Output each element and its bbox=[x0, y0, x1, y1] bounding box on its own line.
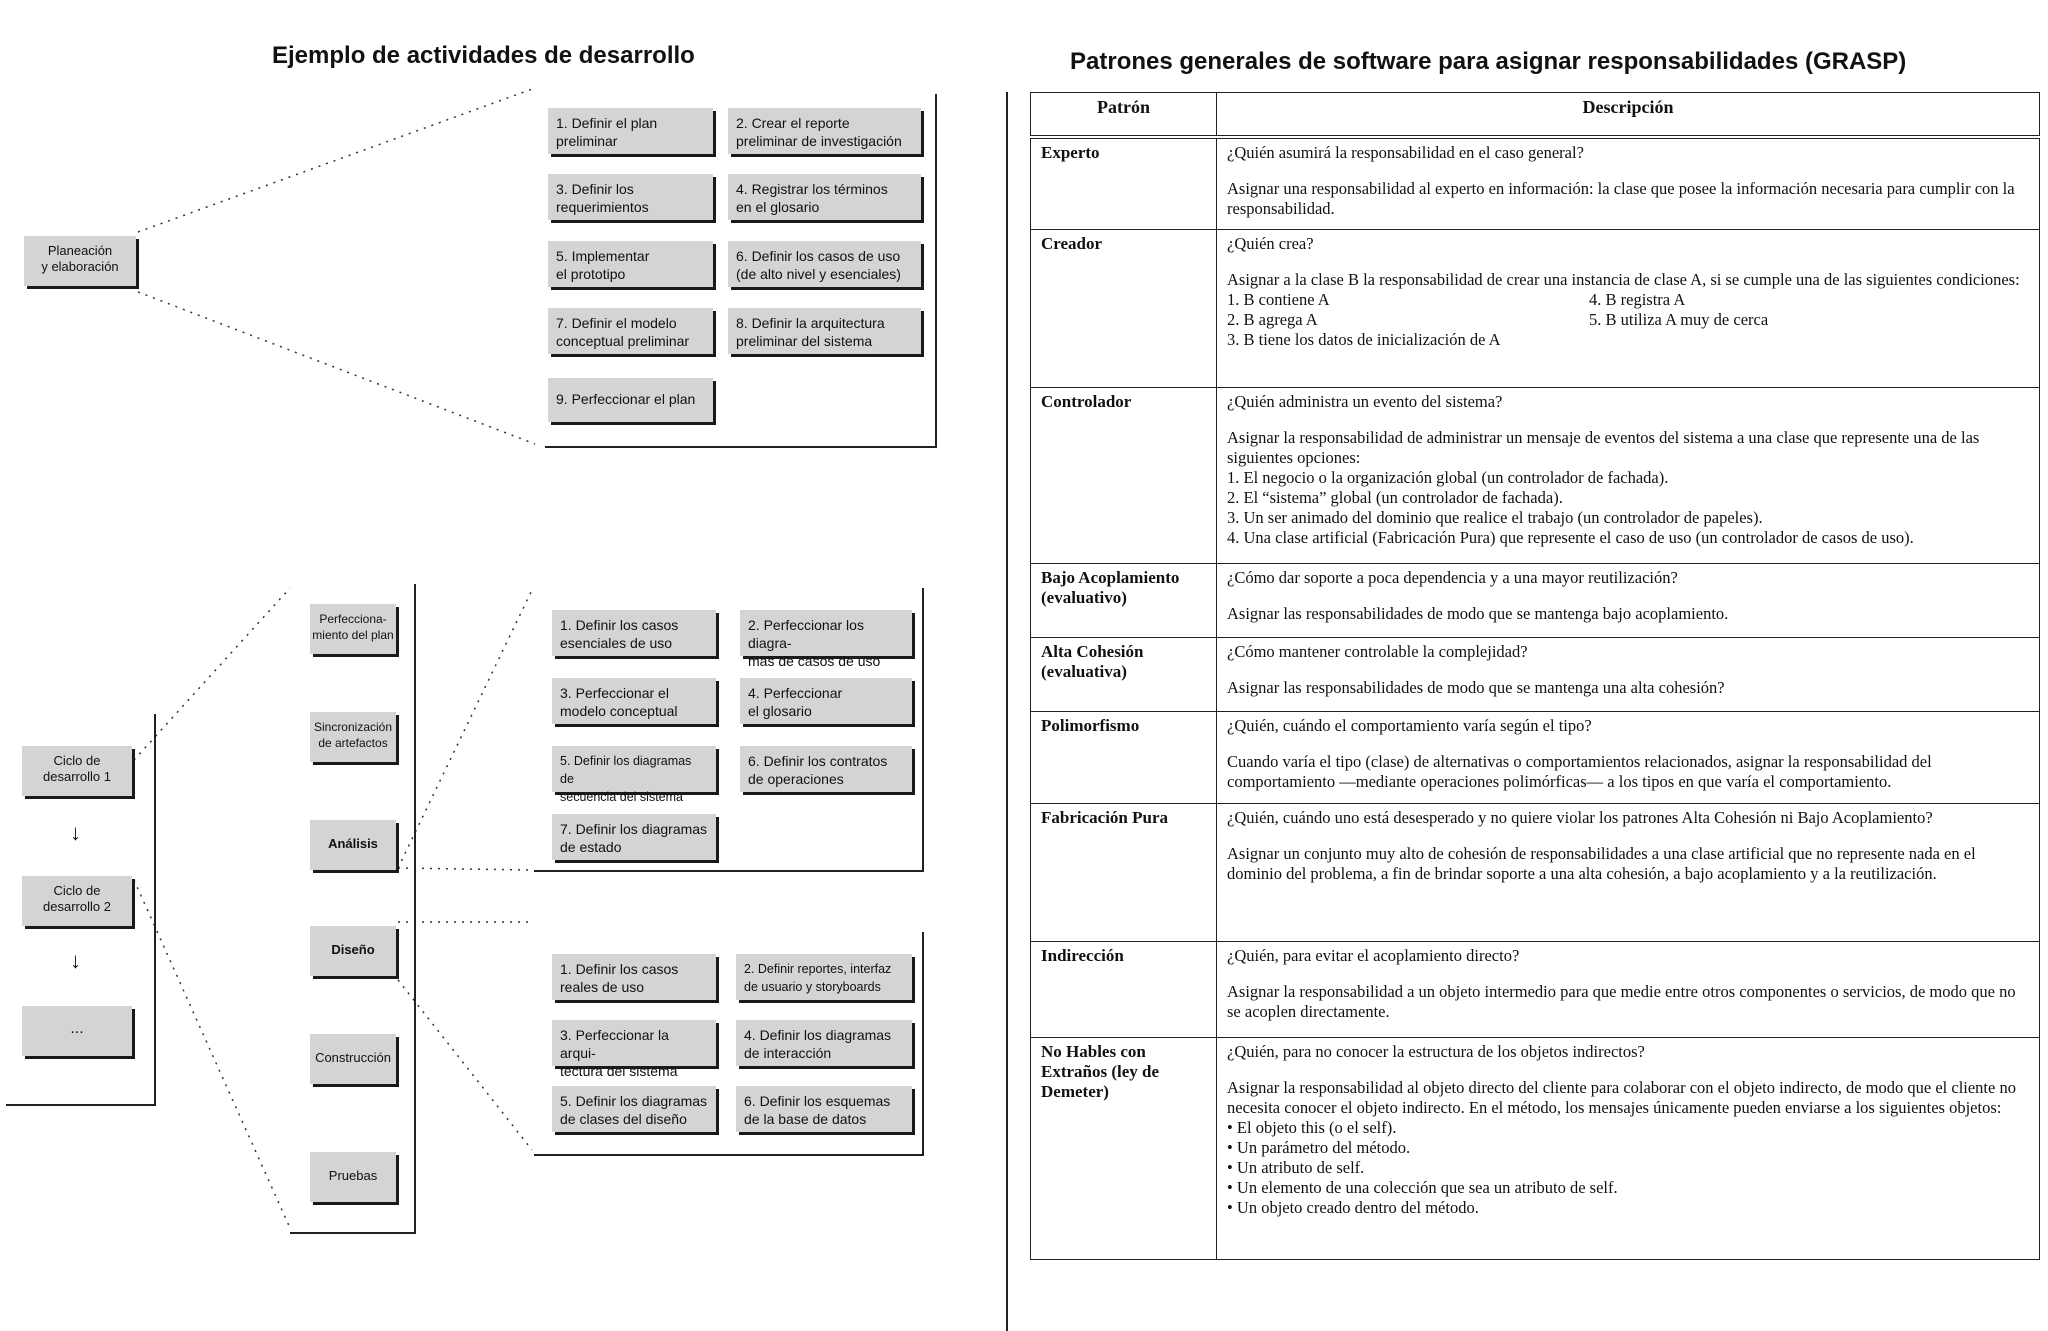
activity-line: 3. Definir los bbox=[556, 181, 634, 197]
condition-item: 1. B contiene A bbox=[1227, 289, 1330, 309]
pattern-answer: Asignar la responsabilidad a un objeto intermedio para que medie entre otros componentes o servicios, de modo que no se acoplen directamente. bbox=[1227, 981, 2016, 1021]
pattern-question: ¿Quién, para evitar el acoplamiento directo? bbox=[1227, 945, 1520, 965]
ciclo-box bbox=[22, 746, 132, 796]
activity-line: de clases del diseño bbox=[560, 1111, 687, 1127]
pattern-description bbox=[1217, 387, 2040, 563]
pattern-description bbox=[1217, 941, 2040, 1037]
fase-line: Pruebas bbox=[328, 1168, 378, 1183]
bullet-item: • Un parámetro del método. bbox=[1227, 1137, 1411, 1157]
pattern-answer: Asignar las responsabilidades de modo que se mantenga bajo acoplamiento. bbox=[1227, 603, 1729, 623]
activity-line: 9. Perfeccionar el plan bbox=[556, 391, 696, 407]
bullet-item: • El objeto this (o el self). bbox=[1227, 1117, 1397, 1137]
bullet-item: • Un elemento de una colección que sea un atributo de self. bbox=[1227, 1177, 1618, 1197]
down-arrow-icon: ↓ bbox=[70, 948, 81, 973]
activity-line: 4. Registrar los términos bbox=[736, 181, 888, 197]
ciclo-line: desarrollo 2 bbox=[43, 899, 111, 914]
activity-line: mas de casos de uso bbox=[748, 653, 881, 669]
activity-box bbox=[548, 308, 713, 354]
activity-line: 3. Perfeccionar el bbox=[560, 685, 669, 701]
activity-box bbox=[548, 108, 713, 154]
connector-line bbox=[398, 868, 532, 870]
pattern-answer: Asignar las responsabilidades de modo que se mantenga una alta cohesión? bbox=[1227, 677, 1725, 697]
analisis-activity-box bbox=[740, 678, 912, 724]
activity-line: el prototipo bbox=[556, 266, 626, 282]
activity-line: 2. Perfeccionar los diagra- bbox=[748, 617, 864, 651]
pattern-description bbox=[1217, 563, 2040, 637]
pattern-question: ¿Quién, cuándo el comportamiento varía según el tipo? bbox=[1227, 715, 1592, 735]
connector-line bbox=[134, 880, 290, 1228]
condition-item: 4. B registra A bbox=[1589, 289, 1686, 309]
analisis-activity-box bbox=[552, 610, 716, 656]
connector-line bbox=[138, 292, 535, 444]
left-page bbox=[0, 0, 1000, 1331]
pattern-description bbox=[1217, 1037, 2040, 1259]
activity-line: de la base de datos bbox=[744, 1111, 867, 1127]
activity-line: 4. Perfeccionar bbox=[748, 685, 843, 701]
condition-list bbox=[1227, 290, 2029, 350]
table-row bbox=[1031, 387, 2040, 563]
activity-line: 6. Definir los esquemas bbox=[744, 1093, 891, 1109]
diseno-activity-box bbox=[736, 1086, 912, 1132]
connector-line bbox=[398, 590, 532, 868]
table-header-row bbox=[1031, 93, 2040, 138]
pattern-name: Experto bbox=[1031, 137, 1217, 229]
fase-line: miento del plan bbox=[312, 628, 394, 642]
diagram-title: Ejemplo de actividades de desarrollo bbox=[272, 42, 695, 69]
diseno-activity-box bbox=[736, 1020, 912, 1066]
analisis-activity-box bbox=[552, 814, 716, 860]
table-row bbox=[1031, 637, 2040, 711]
analisis-activity-box bbox=[740, 610, 912, 669]
bullet-item: • Un atributo de self. bbox=[1227, 1157, 1365, 1177]
activity-box bbox=[728, 308, 921, 354]
diseno-activity-box bbox=[552, 954, 716, 1000]
diseno-bracket bbox=[922, 932, 924, 1156]
activity-line: 7. Definir los diagramas bbox=[560, 821, 708, 837]
planeacion-line: y elaboración bbox=[41, 259, 119, 274]
activity-line: en el glosario bbox=[736, 199, 820, 215]
activity-line: preliminar del sistema bbox=[736, 333, 873, 349]
pattern-name: Fabricación Pura bbox=[1031, 803, 1217, 941]
down-arrow-icon: ↓ bbox=[70, 820, 81, 845]
analisis-bracket-bottom bbox=[534, 870, 924, 872]
activity-line: 6. Definir los contratos bbox=[748, 753, 888, 769]
planeacion-box bbox=[24, 236, 136, 286]
activity-line: de operaciones bbox=[748, 771, 844, 787]
fase-line: Construcción bbox=[315, 1050, 391, 1065]
fase-box bbox=[310, 926, 396, 976]
ciclo-box bbox=[22, 876, 132, 926]
option-item: 2. El “sistema” global (un controlador de fachada). bbox=[1227, 487, 1563, 507]
connector-line bbox=[138, 88, 535, 232]
fase-line: Perfecciona- bbox=[319, 612, 387, 626]
grasp-table bbox=[1030, 92, 2040, 1260]
fase-box bbox=[310, 712, 396, 762]
pattern-question: ¿Cómo dar soporte a poca dependencia y a una mayor reutilización? bbox=[1227, 567, 1678, 587]
table-row bbox=[1031, 229, 2040, 387]
analisis-activity-box bbox=[552, 746, 716, 804]
activity-line: tectura del sistema bbox=[560, 1063, 678, 1079]
pattern-question: ¿Quién, cuándo uno está desesperado y no quiere violar los patrones Alta Cohesión ni Bajo Acoplamiento? bbox=[1227, 807, 1933, 827]
fase-line: Análisis bbox=[328, 836, 378, 851]
ciclos-bracket-bottom bbox=[6, 1104, 156, 1106]
table-row bbox=[1031, 563, 2040, 637]
connector-line bbox=[398, 980, 532, 1150]
condition-column bbox=[1589, 290, 2029, 350]
table-row bbox=[1031, 137, 2040, 229]
fase-line: Sincronización bbox=[313, 720, 393, 734]
activity-line: el glosario bbox=[748, 703, 812, 719]
fase-box bbox=[310, 1034, 396, 1084]
activity-line: conceptual preliminar bbox=[556, 333, 690, 349]
condition-item: 2. B agrega A bbox=[1227, 309, 1318, 329]
header-pattern: Patrón bbox=[1031, 93, 1217, 138]
activity-box bbox=[728, 174, 921, 220]
header-description: Descripción bbox=[1217, 93, 2040, 138]
pattern-name: Alta Cohesión (evaluativa) bbox=[1031, 637, 1217, 711]
pattern-description bbox=[1217, 229, 2040, 387]
fases-bracket-bottom bbox=[290, 1232, 416, 1234]
activity-line: de estado bbox=[560, 839, 622, 855]
activity-box bbox=[728, 241, 921, 287]
activity-line: preliminar de investigación bbox=[736, 133, 902, 149]
activity-line: 2. Definir reportes, interfaz bbox=[744, 962, 892, 976]
fase-line: Diseño bbox=[331, 942, 375, 957]
activity-line: 2. Crear el reporte bbox=[736, 115, 850, 131]
condition-item: 5. B utiliza A muy de cerca bbox=[1589, 309, 1769, 329]
pattern-question: ¿Quién administra un evento del sistema? bbox=[1227, 391, 1503, 411]
ciclos-bracket bbox=[154, 714, 156, 1106]
condition-item: 3. B tiene los datos de inicialización de A bbox=[1227, 329, 1501, 349]
table-row bbox=[1031, 803, 2040, 941]
pattern-answer: Cuando varía el tipo (clase) de alternativas o comportamientos relacionados, asignar la responsabilidad del comportamiento —mediante operaciones polimórficas— a los tipos en que varía el comportamiento. bbox=[1227, 751, 1932, 791]
fase-box bbox=[310, 1152, 396, 1202]
diseno-bracket-bottom bbox=[534, 1154, 924, 1156]
planeacion-bracket-bottom bbox=[545, 446, 937, 448]
pattern-name: No Hables con Extraños (ley de Demeter) bbox=[1031, 1037, 1217, 1259]
pattern-question: ¿Quién asumirá la responsabilidad en el caso general? bbox=[1227, 143, 1584, 162]
analisis-activity-box bbox=[552, 678, 716, 724]
pattern-answer: Asignar un conjunto muy alto de cohesión de responsabilidades a una clase artificial que no represente nada en el dominio del problema, a fin de brindar soporte a una alta cohesión, a bajo acoplamiento y a la reutilización. bbox=[1227, 843, 1976, 883]
ciclo-box bbox=[22, 1006, 132, 1056]
activity-line: 3. Perfeccionar la arqui- bbox=[560, 1027, 669, 1061]
activity-line: 6. Definir los casos de uso bbox=[736, 248, 901, 264]
pattern-answer: Asignar la responsabilidad de administrar un mensaje de eventos del sistema a una clase que represente una de las siguientes opciones: bbox=[1227, 427, 1980, 467]
activity-line: esenciales de uso bbox=[560, 635, 673, 651]
option-item: 1. El negocio o la organización global (un controlador de fachada). bbox=[1227, 467, 1669, 487]
pattern-name: Creador bbox=[1031, 229, 1217, 387]
diseno-activity-box bbox=[736, 954, 912, 1000]
activity-line: 5. Definir los diagramas bbox=[560, 1093, 708, 1109]
ciclo-line: Ciclo de bbox=[53, 883, 101, 898]
bullet-item: • Un objeto creado dentro del método. bbox=[1227, 1197, 1479, 1217]
activity-line: de usuario y storyboards bbox=[744, 980, 881, 994]
pattern-question: ¿Quién crea? bbox=[1227, 233, 1314, 253]
pattern-answer: Asignar una responsabilidad al experto en información: la clase que posee la información necesaria para cumplir con la responsabilidad. bbox=[1227, 179, 2015, 218]
pattern-answer: Asignar la responsabilidad al objeto directo del cliente para colaborar con el objeto indirecto, de modo que el cliente no necesita conocer el objeto indirecto. En el método, los mensajes únicamente pueden enviarse a los siguientes objetos: bbox=[1227, 1077, 2016, 1117]
connector-line bbox=[134, 588, 290, 760]
pattern-name: Bajo Acoplamiento (evaluativo) bbox=[1031, 563, 1217, 637]
activity-line: 5. Implementar bbox=[556, 248, 650, 264]
activity-box bbox=[548, 174, 713, 220]
activity-line: modelo conceptual bbox=[560, 703, 678, 719]
table-row bbox=[1031, 711, 2040, 803]
activity-line: 1. Definir los casos bbox=[560, 961, 679, 977]
activity-line: requerimientos bbox=[556, 199, 649, 215]
activity-box bbox=[548, 241, 713, 287]
analisis-bracket bbox=[922, 588, 924, 872]
activity-line: preliminar bbox=[556, 133, 618, 149]
analisis-activity-box bbox=[740, 746, 912, 792]
fases-bracket bbox=[414, 584, 416, 1234]
activity-line: reales de uso bbox=[560, 979, 645, 995]
fase-line: de artefactos bbox=[318, 736, 388, 750]
pattern-description bbox=[1217, 637, 2040, 711]
activity-line: (de alto nivel y esenciales) bbox=[736, 266, 901, 282]
pattern-question: ¿Quién, para no conocer la estructura de los objetos indirectos? bbox=[1227, 1041, 1645, 1061]
activity-box bbox=[548, 378, 713, 422]
fase-box bbox=[310, 604, 396, 654]
fase-box bbox=[310, 820, 396, 870]
activity-line: de interacción bbox=[744, 1045, 832, 1061]
pattern-name: Polimorfismo bbox=[1031, 711, 1217, 803]
ciclo-line: Ciclo de bbox=[53, 753, 101, 768]
option-item: 4. Una clase artificial (Fabricación Pura) que represente el caso de uso (un controlador de casos de uso). bbox=[1227, 527, 1914, 547]
activity-line: 4. Definir los diagramas bbox=[744, 1027, 892, 1043]
diseno-activity-box bbox=[552, 1020, 716, 1079]
ciclo-line: ... bbox=[70, 1020, 84, 1037]
option-item: 3. Un ser animado del dominio que realice el trabajo (un controlador de papeles). bbox=[1227, 507, 1763, 527]
activity-line: 8. Definir la arquitectura bbox=[736, 315, 885, 331]
activity-line: 5. Definir los diagramas de bbox=[560, 754, 692, 786]
planeacion-bracket bbox=[935, 94, 937, 448]
pattern-answer: Asignar a la clase B la responsabilidad de crear una instancia de clase A, si se cumple una de las siguientes condiciones: bbox=[1227, 269, 2020, 289]
table-row bbox=[1031, 1037, 2040, 1259]
right-page bbox=[1000, 0, 2048, 1331]
activity-box bbox=[728, 108, 921, 154]
condition-column bbox=[1227, 290, 1589, 350]
pattern-name: Controlador bbox=[1031, 387, 1217, 563]
pattern-description bbox=[1217, 137, 2040, 229]
pattern-description bbox=[1217, 711, 2040, 803]
activity-line: 1. Definir los casos bbox=[560, 617, 679, 633]
activity-line: 7. Definir el modelo bbox=[556, 315, 677, 331]
grasp-title: Patrones generales de software para asignar responsabilidades (GRASP) bbox=[1070, 48, 1907, 75]
ciclo-line: desarrollo 1 bbox=[43, 769, 111, 784]
diseno-activity-box bbox=[552, 1086, 716, 1132]
pattern-description bbox=[1217, 803, 2040, 941]
activity-line: secuencia del sistema bbox=[560, 790, 683, 804]
table-row bbox=[1031, 941, 2040, 1037]
pattern-name: Indirección bbox=[1031, 941, 1217, 1037]
activity-line: 1. Definir el plan bbox=[556, 115, 658, 131]
pattern-question: ¿Cómo mantener controlable la complejidad? bbox=[1227, 641, 1528, 661]
planeacion-line: Planeación bbox=[47, 243, 113, 258]
